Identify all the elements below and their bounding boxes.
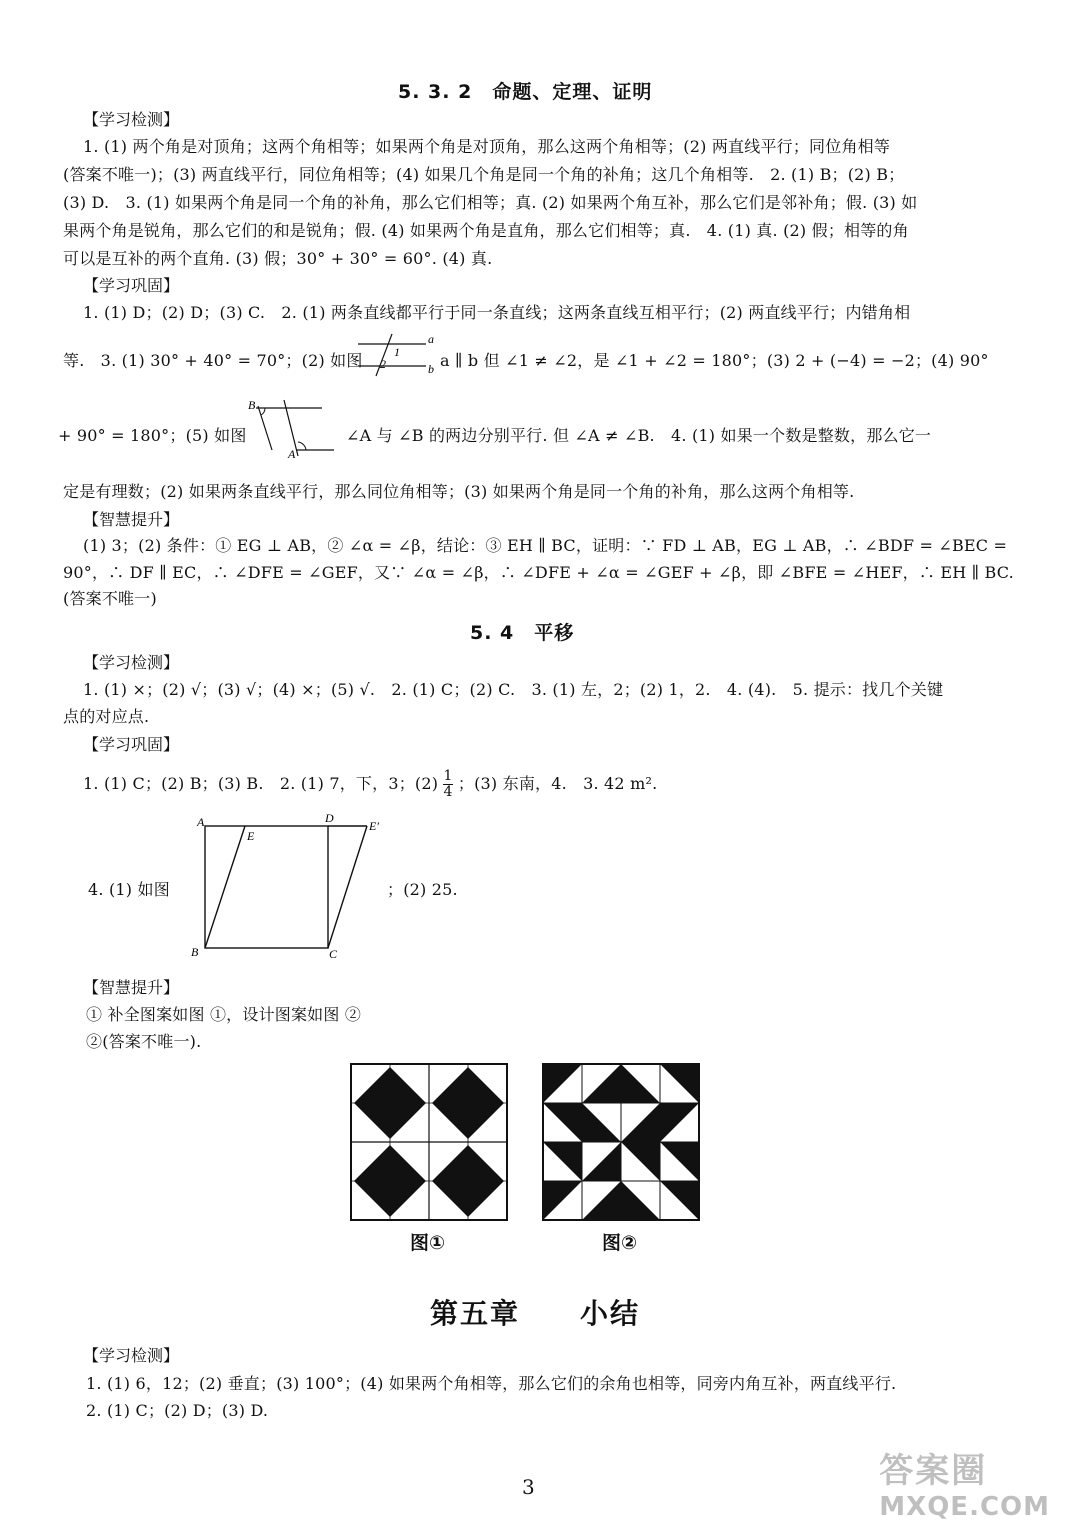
- section-532-wisdom-tag: 【智慧提升】: [83, 510, 180, 529]
- summary-line-1: 1. (1) 6，12；(2) 垂直；(3) 100°；(4) 如果两个角相等，那么它们的余角也相等，同旁内角互补，两直线平行.: [86, 1374, 897, 1393]
- angle-b-arm-2: [258, 406, 272, 450]
- section-532-consolidate-line-3b: ∠A 与 ∠B 的两边分别平行. 但 ∠A ≠ ∠B. 4. (1) 如果一个数是整数，那么它一: [346, 426, 932, 445]
- fraction-one-quarter: [443, 769, 452, 800]
- section-54-consolidate-line-1-post: ；(3) 东南，4. 3. 42 m².: [457, 774, 658, 793]
- label-point-d: D: [325, 811, 334, 825]
- section-532-consolidate-line-3a: + 90° = 180°；(5) 如图: [58, 426, 247, 445]
- label-point-c: C: [329, 947, 338, 961]
- fig2-caption: 图②: [602, 1232, 638, 1254]
- angle-b-arc: [261, 408, 265, 415]
- label-point-e-prime: E′: [369, 819, 379, 833]
- fig1-caption: 图①: [410, 1232, 446, 1254]
- section-532-consolidate-line-1: 1. (1) D；(2) D；(3) C. 2. (1) 两条直线都平行于同一条直线；这两条直线互相平行；(2) 两直线平行；内错角相: [83, 303, 911, 322]
- section-54-wisdom-tag: 【智慧提升】: [83, 978, 180, 997]
- translation-figure: [185, 810, 385, 960]
- section-532-check-line-2: (答案不唯一)；(3) 两直线平行，同位角相等；(4) 如果几个角是同一个角的补角；这几个角相等. 2. (1) B；(2) B；: [63, 165, 905, 184]
- section-532-wisdom-line-1: (1) 3；(2) 条件：① EG ⊥ AB，② ∠α = ∠β，结论：③ EH ∥ BC，证明：∵ FD ⊥ AB，EG ⊥ AB，∴ ∠BDF = ∠BEC =: [83, 536, 1008, 555]
- label-point-a: A: [197, 815, 205, 829]
- section-54-q4-pre: 4. (1) 如图: [88, 880, 170, 899]
- label-b: b: [428, 362, 434, 376]
- pattern-figure-1: [351, 1064, 507, 1220]
- label-point-b: B: [191, 945, 199, 959]
- segment-be: [205, 826, 245, 948]
- watermark-bottom: MXQE.COM: [879, 1492, 1050, 1522]
- chapter-summary-title: 第五章 小结: [430, 1297, 641, 1330]
- rectangle-abcd: [205, 826, 328, 948]
- section-532-consolidate-line-2a: 等. 3. (1) 30° + 40° = 70°；(2) 如图: [63, 351, 363, 370]
- page-number: 3: [522, 1475, 535, 1499]
- section-54-title: 5. 4 平移: [470, 622, 575, 644]
- section-54-check-tag: 【学习检测】: [83, 653, 180, 672]
- section-54-wisdom-line-1: ① 补全图案如图 ①，设计图案如图 ②: [86, 1005, 362, 1024]
- section-54-consolidate-line-1: [83, 769, 657, 800]
- label-vertex-a: A: [288, 447, 296, 461]
- label-point-e: E: [247, 829, 255, 843]
- label-a: a: [428, 332, 434, 346]
- parallel-lines-figure: [356, 332, 436, 378]
- section-532-check-line-3: (3) D. 3. (1) 如果两个角是同一个角的补角，那么它们相等；真. (2) 如果两个角互补，那么它们是邻补角；假. (3) 如: [63, 193, 918, 212]
- label-angle-1: 1: [394, 345, 400, 359]
- summary-check-tag: 【学习检测】: [83, 1346, 180, 1365]
- fraction-denominator: 4: [443, 784, 453, 800]
- section-532-check-tag: 【学习检测】: [83, 110, 180, 129]
- section-532-wisdom-line-3: (答案不唯一): [63, 589, 157, 608]
- section-532-wisdom-line-2: 90°，∴ DF ∥ EC，∴ ∠DFE = ∠GEF，又∵ ∠α = ∠β，∴ ∠DFE + ∠α = ∠GEF + ∠β，即 ∠BFE = ∠HEF，∴ EH ∥ BC.: [63, 563, 1014, 582]
- label-angle-2: 2: [380, 357, 386, 371]
- watermark-logo: [879, 1443, 1050, 1522]
- section-54-check-line-1: 1. (1) ×；(2) √；(3) √；(4) ×；(5) √. 2. (1) C；(2) C. 3. (1) 左，2；(2) 1，2. 4. (4). 5. 提示：找几个关键: [83, 680, 944, 699]
- angle-figure: [248, 398, 338, 462]
- section-54-check-line-2: 点的对应点.: [63, 707, 150, 726]
- section-532-consolidate-tag: 【学习巩固】: [83, 276, 180, 295]
- angle-a-arc: [298, 442, 306, 450]
- pattern-figure-2: [543, 1064, 699, 1220]
- section-54-consolidate-tag: 【学习巩固】: [83, 735, 180, 754]
- summary-line-2: 2. (1) C；(2) D；(3) D.: [86, 1401, 269, 1420]
- fraction-numerator: 1: [443, 768, 453, 784]
- section-532-check-line-4: 果两个角是锐角，那么它们的和是锐角；假. (4) 如果两个角是直角，那么它们相等；真. 4. (1) 真. (2) 假；相等的角: [63, 221, 909, 240]
- section-532-consolidate-line-2b: a ∥ b 但 ∠1 ≠ ∠2，是 ∠1 + ∠2 = 180°；(3) 2 + (−4) = −2；(4) 90°: [440, 351, 989, 370]
- section-532-check-line-1: 1. (1) 两个角是对顶角；这两个角相等；如果两个角是对顶角，那么这两个角相等；(2) 两直线平行；同位角相等: [83, 137, 891, 156]
- segment-ce-prime: [328, 826, 367, 948]
- section-532-consolidate-line-4: 定是有理数；(2) 如果两条直线平行，那么同位角相等；(3) 如果两个角是同一个角的补角，那么这两个角相等.: [63, 482, 855, 501]
- label-vertex-b: B: [248, 398, 256, 412]
- section-532-check-line-5: 可以是互补的两个直角. (3) 假；30° + 30° = 60°. (4) 真.: [63, 249, 493, 268]
- watermark-top: 答案圈: [879, 1451, 988, 1491]
- section-54-wisdom-line-2: ②(答案不唯一).: [86, 1032, 202, 1051]
- section-54-q4-post: ；(2) 25.: [387, 880, 458, 899]
- section-54-consolidate-line-1-pre: 1. (1) C；(2) B；(3) B. 2. (1) 7，下，3；(2): [83, 774, 439, 793]
- section-532-title: 5. 3. 2 命题、定理、证明: [398, 81, 653, 103]
